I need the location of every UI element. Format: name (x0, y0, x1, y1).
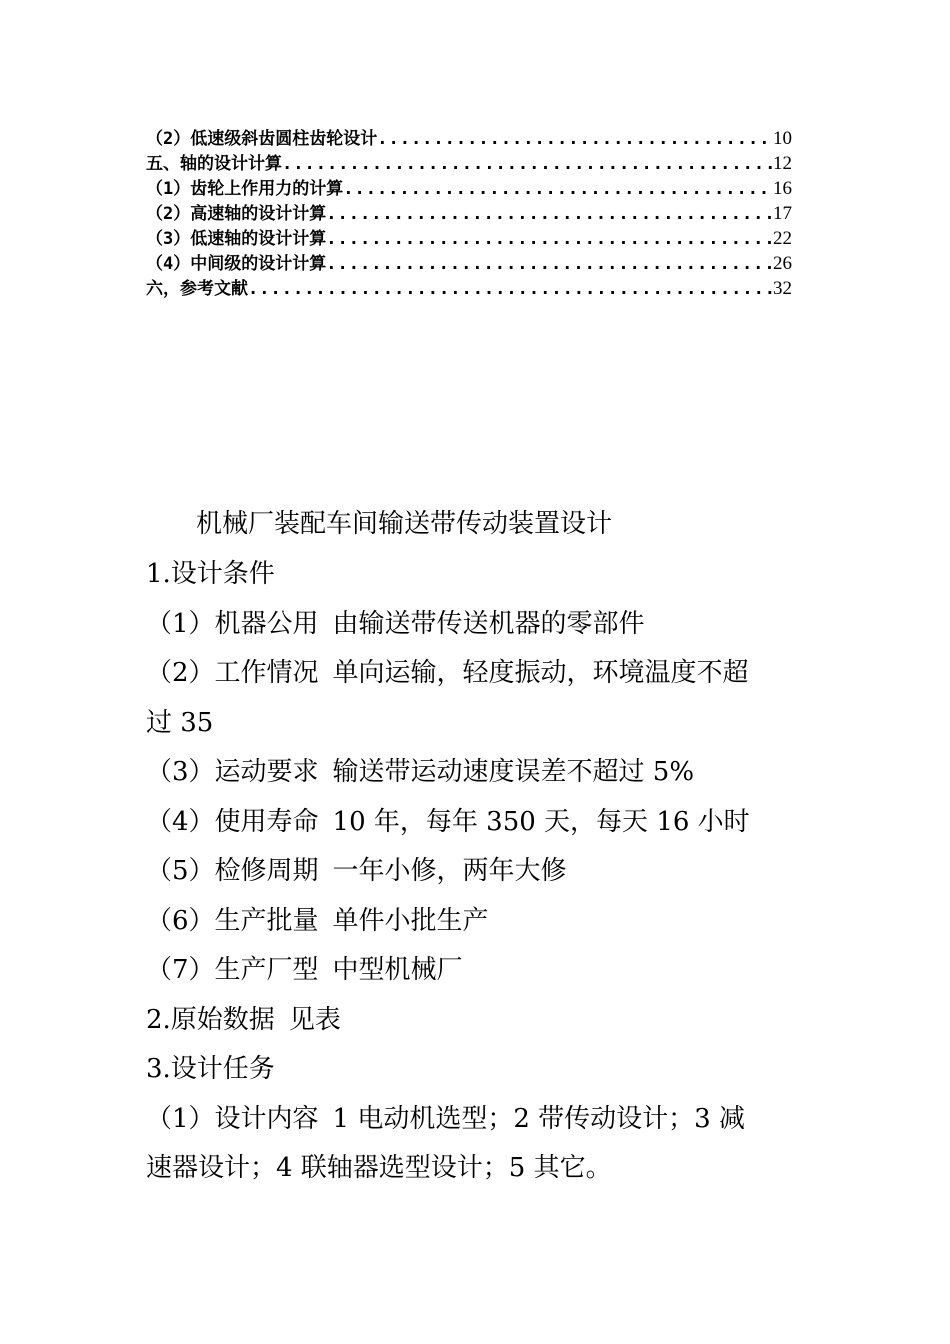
toc-entry-page: 26 (773, 253, 792, 274)
toc-leader-dots (326, 229, 773, 249)
condition-item (146, 651, 811, 701)
toc-entry-page: 10 (773, 128, 792, 149)
condition-label: （1）机器公用 (146, 608, 319, 639)
condition-item (146, 800, 811, 850)
toc-entry-label: （1）齿轮上作用力的计算 (146, 179, 344, 199)
task-value: 1 电动机选型；2 带传动设计；3 减 (332, 1103, 745, 1134)
toc-entry-label: 六，参考文献 (146, 279, 248, 299)
toc-entry-label: （4）中间级的设计计算 (146, 254, 327, 274)
toc-leader-dots (248, 279, 773, 299)
section-heading (146, 998, 811, 1048)
condition-label: （6）生产批量 (146, 905, 319, 936)
condition-value: 单件小批生产 (332, 905, 489, 936)
section-heading: 3.设计任务 (146, 1054, 275, 1084)
toc-entry-label: 五、轴的设计计算 (146, 154, 282, 174)
section-heading-value: 见表 (288, 1004, 341, 1035)
condition-label: （5）检修周期 (146, 856, 319, 886)
table-of-contents (146, 124, 792, 299)
document-title: 机械厂装配车间输送带传动装置设计 (196, 509, 613, 539)
toc-leader-dots (343, 179, 773, 199)
condition-value: 输送带运动速度误差不超过 5% (332, 757, 695, 787)
toc-entry[interactable] (146, 149, 792, 174)
condition-label: （2）工作情况 (146, 658, 319, 688)
section-heading-label: 2.原始数据 (146, 1004, 275, 1035)
condition-label: （7）生产厂型 (146, 955, 319, 985)
toc-entry-page: 12 (773, 153, 792, 174)
toc-entry-page: 16 (773, 178, 792, 199)
condition-item (146, 948, 811, 998)
condition-value: 一年小修，两年大修 (332, 856, 567, 886)
task-continuation: 速器设计；4 联轴器选型设计；5 其它。 (146, 1153, 612, 1183)
toc-leader-dots (377, 129, 773, 149)
toc-entry-label: （2）高速轴的设计计算 (146, 204, 327, 224)
condition-value: 由输送带传送机器的零部件 (332, 608, 645, 639)
condition-value: 10 年，每年 350 天，每天 16 小时 (332, 806, 750, 837)
condition-value: 单向运输，轻度振动，环境温度不超 (332, 658, 749, 688)
toc-entry[interactable] (146, 274, 792, 299)
condition-value: 中型机械厂 (332, 955, 463, 985)
toc-entry[interactable] (146, 224, 792, 249)
condition-label: （3）运动要求 (146, 757, 319, 787)
toc-leader-dots (326, 254, 773, 274)
toc-entry-label: （2）低速级斜齿圆柱齿轮设计 (146, 129, 378, 149)
condition-continuation: 过 35 (146, 707, 214, 738)
toc-entry-page: 22 (773, 228, 792, 249)
condition-item (146, 849, 811, 899)
condition-item (146, 899, 811, 949)
toc-entry[interactable] (146, 124, 792, 149)
toc-entry[interactable] (146, 249, 792, 274)
toc-entry[interactable] (146, 199, 792, 224)
toc-entry[interactable] (146, 174, 792, 199)
task-label: （1）设计内容 (146, 1103, 319, 1134)
toc-leader-dots (282, 154, 773, 174)
toc-entry-label: （3）低速轴的设计计算 (146, 229, 327, 249)
toc-entry-page: 32 (773, 278, 792, 299)
toc-entry-page: 17 (773, 203, 792, 224)
section-heading: 1.设计条件 (146, 559, 275, 589)
condition-label: （4）使用寿命 (146, 806, 319, 837)
condition-item (146, 602, 811, 652)
condition-item (146, 750, 811, 800)
document-body (146, 502, 811, 1196)
toc-leader-dots (326, 204, 773, 224)
task-item (146, 1097, 811, 1147)
